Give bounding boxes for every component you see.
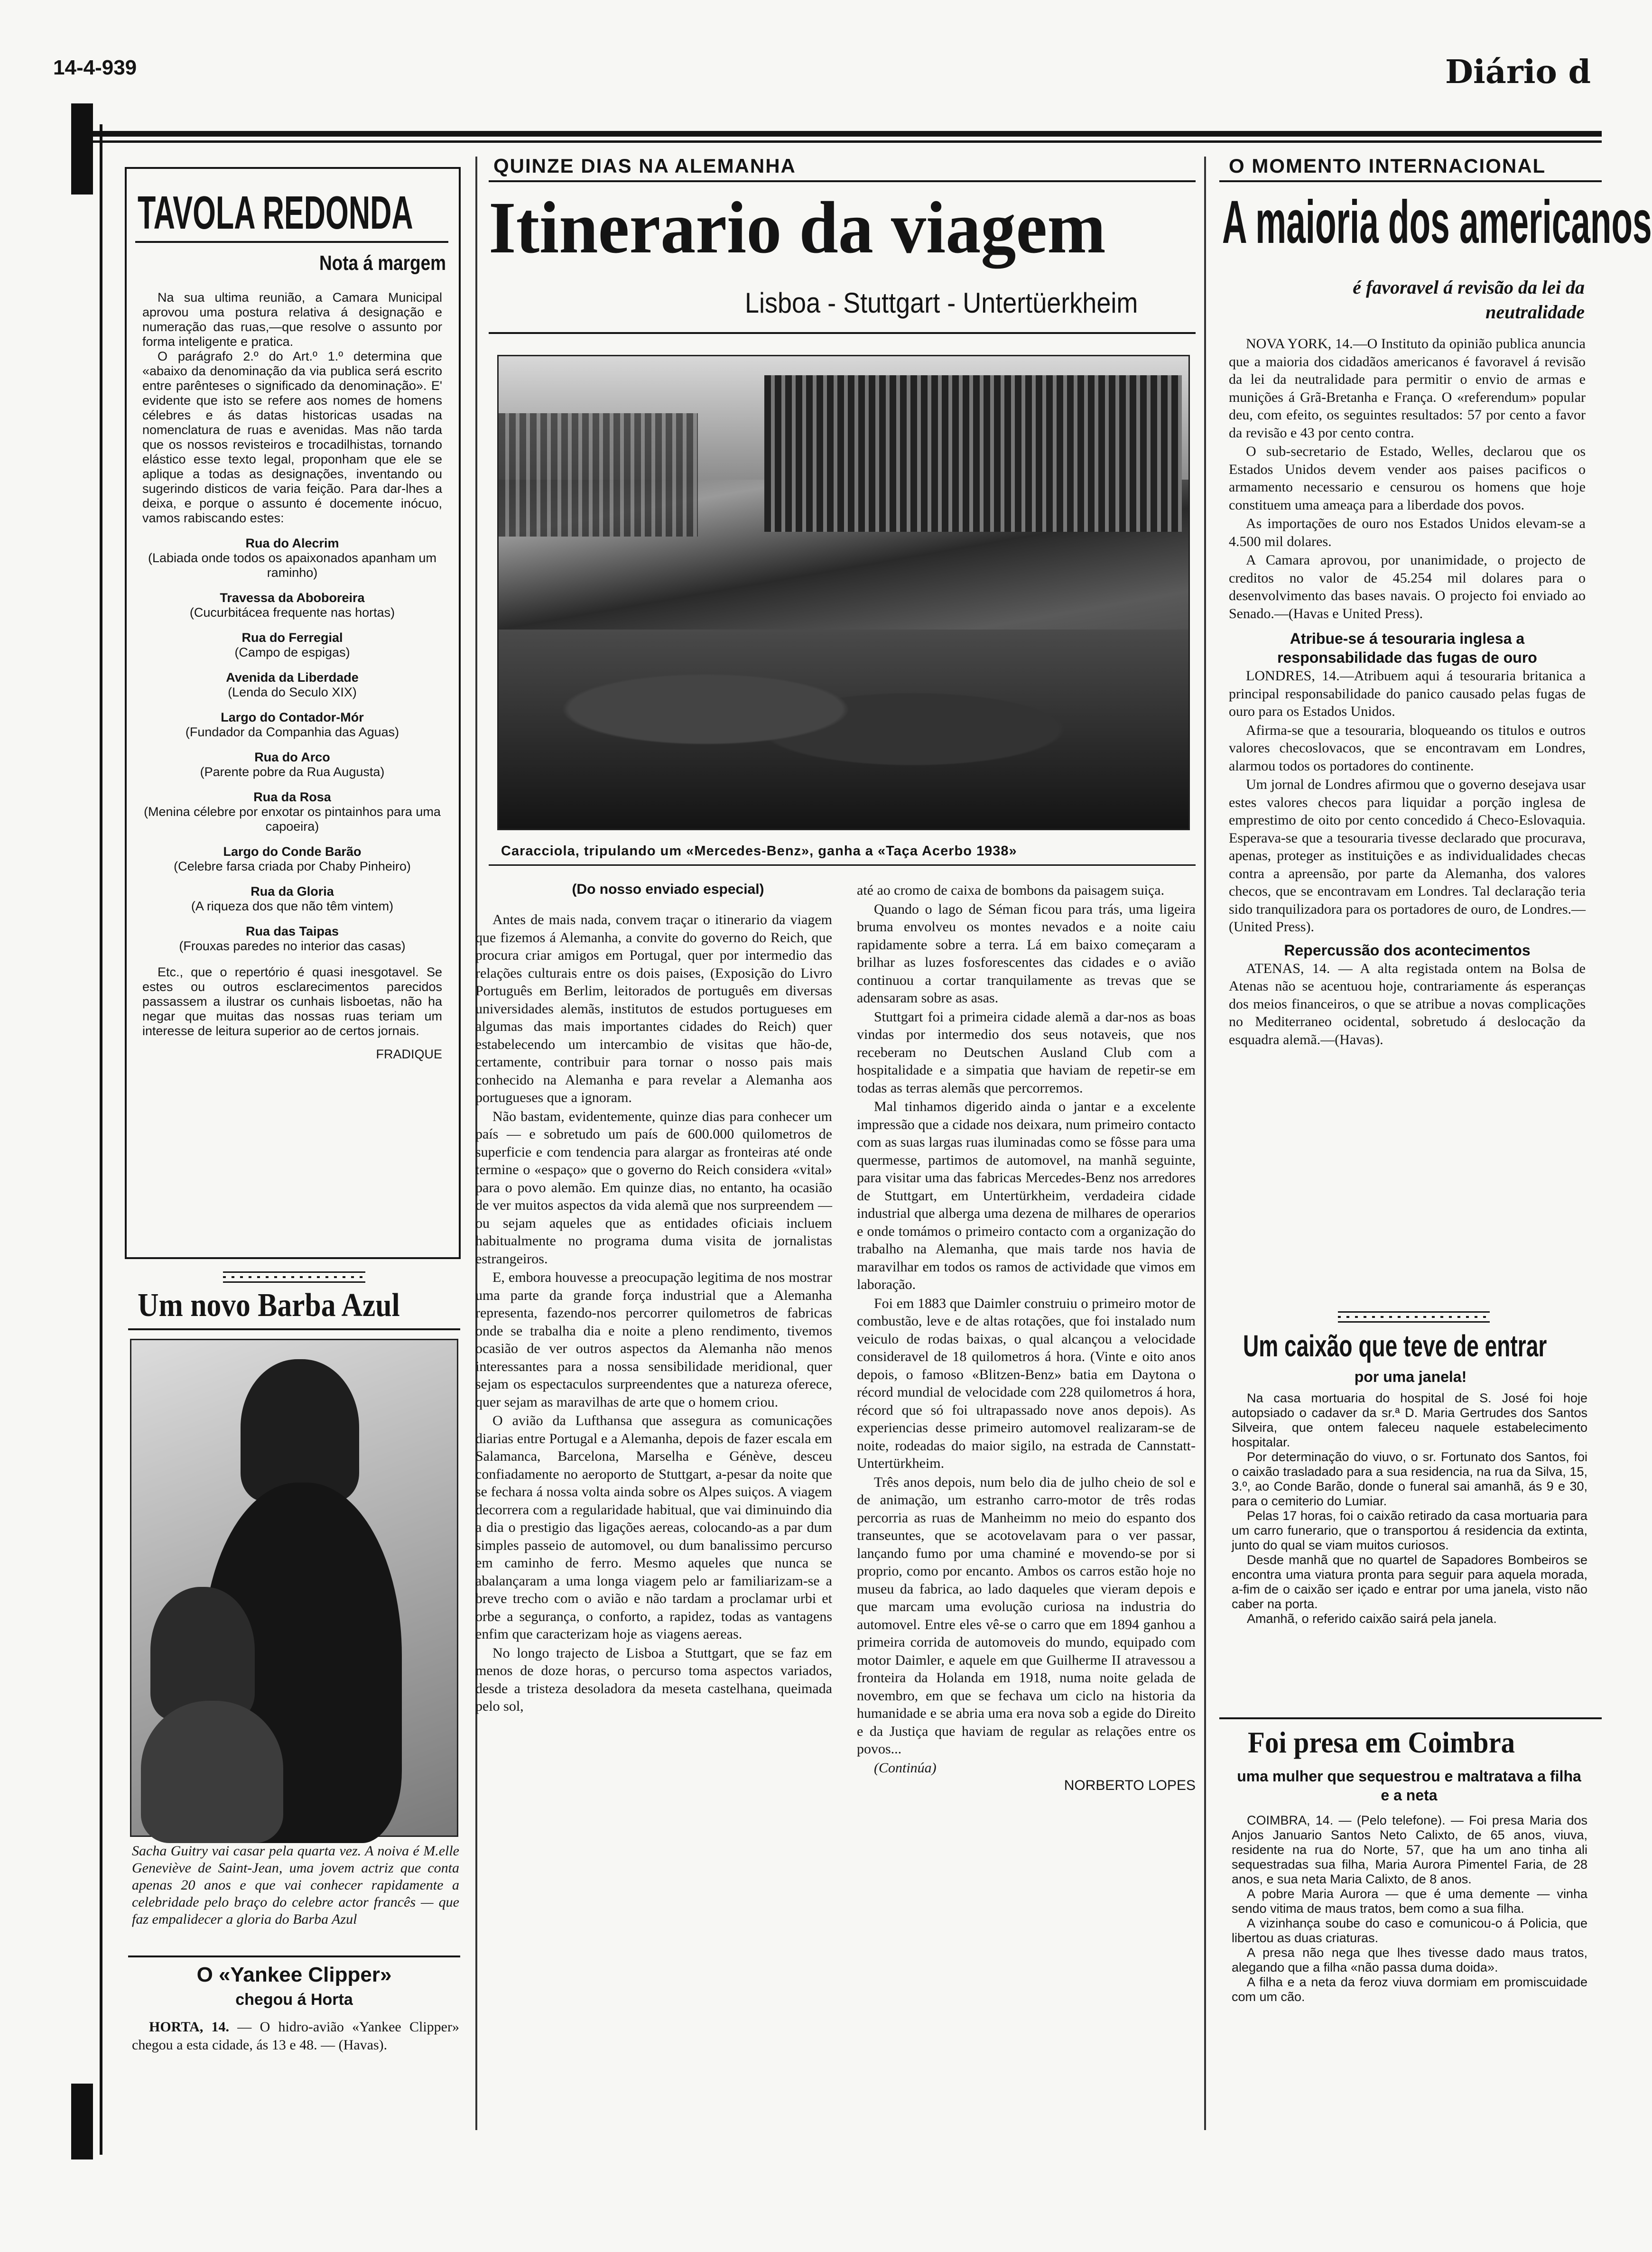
article-paragraph: Três anos depois, num belo dia de julho cheio de sol e de animação, um estranho carro-motor de três rodas percorria as ruas de Manheimm no meio do espanto dos transeuntes, que se acotovelavam para o ver passar, lançando fumo por uma chaminé e movendo-se por si proprio, como por encanto. Ambos os carros estão hoje no museu da fabrica, ao lado daqueles que vieram depois e que marcam uma evolução curiosa na industria do automovel. Entre eles vê-se o carro que em 1894 ganhou a primeira corrida de automoveis do mundo, equipado com motor Daimler, e aquele em que Guilherme II atravessou a fronteira da Holanda em 1918, numa noite gelada de novembro, em que se fechava um ciclo na historia da humanidade e se abria uma era nova sob a egide do Direito e da Justiça que haviam de regular as relações entre os povos... (857, 1474, 1196, 1757)
column-rule-2 (1204, 157, 1206, 2130)
photo-crowd (499, 630, 1188, 829)
right-headline: A maioria dos americanos (1222, 188, 1652, 256)
photo-grandstand (764, 375, 1182, 532)
presa-body (1232, 1813, 1587, 2004)
tavola-title: TAVOLA REDONDA (138, 186, 413, 239)
center-deck-rule (489, 332, 1196, 334)
presa-paragraph: A presa não nega que lhes tivesse dado maus tratos, alegando que a filha «não passa duma doida». (1232, 1946, 1587, 1974)
news-paragraph: Um jornal de Londres afirmou que o governo desejava usar estes valores checos para liquidar a porção inglesa de emprestimo de oito por cento concedido á Checo-Eslovaquia. Esperava-se que a tesouraria tivesse declarado que procurava, apenas, proteger as instituições e as individualidades checas contra a apreensão, por parte da Alemanha, dos valores checos, que se encontravam em Londres. Tal declaração teria sido tranquilizadora para os portadores de ouro, de Londres.—(United Press). (1229, 777, 1586, 935)
yankee-body (132, 2018, 459, 2054)
caixao-body (1232, 1391, 1587, 1626)
street-item (142, 790, 442, 834)
caption-rule (489, 864, 1196, 866)
news-paragraph: O sub-secretario de Estado, Welles, declarou que os Estados Unidos devem vender aos paises pacificos o armamento necessario e censurou os homens que hoje constituem uma ameaça para a liberdade dos povos. (1229, 444, 1586, 513)
ornament-divider-right (1338, 1311, 1490, 1323)
margin-line (100, 124, 102, 2155)
center-kicker: QUINZE DIAS NA ALEMANHA (493, 155, 796, 177)
center-byline-note: (Do nosso enviado especial) (572, 881, 764, 897)
street-desc: (Lenda do Seculo XIX) (228, 685, 357, 699)
presa-rule-top (1219, 1717, 1602, 1719)
guitry-caption: Sacha Guitry vai casar pela quarta vez. A noiva é M.elle Geneviève de Saint-Jean, uma jovem actriz que conta apenas 20 anos e que vai conhecer rapidamente a celebridade pelo braço do celebre actor francês — que faz empalidecer a gloria do Barba Azul (132, 1843, 459, 1927)
street-name: Avenida da Liberdade (226, 670, 359, 685)
presa-subtitle: uma mulher que sequestrou e maltratava a filha e a neta (1237, 1768, 1581, 1804)
caixao-subtitle: por uma janela! (1354, 1368, 1467, 1385)
barba-azul-rule (128, 1328, 460, 1330)
right-article (1229, 335, 1586, 1049)
presa-paragraph: COIMBRA, 14. — (Pelo telefone). — Foi presa Maria dos Anjos Januario Santos Neto Calixto, de 65 anos, viuva, residente na rua do Norte, 57, que ha um ano tinha ali sequestradas sua filha, Maria Aurora Pimentel Faria, de 28 anos, e sua neta Maria Calixto, de 8 anos. (1232, 1813, 1587, 1886)
caixao-paragraph: Por determinação do viuvo, o sr. Fortunato dos Santos, foi o caixão trasladado para a sua residencia, na rua da Silva, 15, 3.º, ao Conde Barão, donde o funeral sai amanhã, ás 9 e 30, para o cemiterio do Lumiar. (1232, 1450, 1587, 1508)
street-desc: (Labiada onde todos os apaixonados apanham um raminho) (148, 551, 436, 580)
tavola-subtitle: Nota á margem (319, 251, 446, 275)
street-item (142, 591, 442, 620)
street-name: Rua da Rosa (253, 790, 331, 804)
street-name: Rua do Arco (254, 750, 330, 764)
right-deck: é favoravel á revisão da lei da neutralidade (1353, 277, 1585, 323)
guitry-photo (130, 1339, 458, 1837)
yankee-rule-top (128, 1955, 460, 1957)
news-paragraph: Afirma-se que a tesouraria, bloqueando os titulos e outros valores checoslovacos, que se encontravam em Londres, alarmou todos os portadores do continente. (1229, 722, 1586, 774)
presa-paragraph: A filha e a neta da feroz viuva dormiam em promiscuidade com um cão. (1232, 1975, 1587, 2004)
street-item (142, 884, 442, 914)
news-paragraph: NOVA YORK, 14.—O Instituto da opinião publica anuncia que a maioria dos cidadãos americanos é favoravel á revisão da lei da neutralidade para permitir o envio de armas e munições á Grã-Bretanha e França. O «referendum» popular deu, com efeito, os seguintes resultados: 57 por cento a favor da revisão e 43 por cento contra. (1229, 336, 1586, 441)
margin-bar-bottom (71, 2084, 93, 2159)
yankee-subtitle: chegou á Horta (235, 1991, 353, 2009)
caixao-paragraph: Pelas 17 horas, foi o caixão retirado da casa mortuaria para um carro funerario, que o transportou á residencia da extinta, junto do qual se viam muitos curiosos. (1232, 1509, 1587, 1552)
tavola-paragraph: Na sua ultima reunião, a Camara Municipal aprovou uma postura relativa á designação e numeração das ruas,—que resolve o assunto por forma inteligente e pratica. (142, 290, 442, 349)
yankee-title: O «Yankee Clipper» (196, 1963, 392, 1986)
article-paragraph: No longo trajecto de Lisboa a Stuttgart, que se faz em menos de doze horas, o percurso toma aspectos variados, desde a tristeza desoladora da meseta castelhana, queimada pelo sol, (475, 1645, 832, 1714)
photo-figure-woman-body (141, 1701, 283, 1843)
street-name: Largo do Contador-Mór (221, 710, 364, 724)
street-item (142, 630, 442, 660)
article-paragraph: Não bastam, evidentemente, quinze dias para conhecer um país — e sobretudo um país de 600.000 quilometros de superficie e com tendencia para alargar as fronteiras até onde termine o «espaço» que o governo do Reich considera «vital» para o povo alemão. Em quinze dias, no entanto, ha ocasião de ver muitos aspectos da vida alemã que nos surpreendem — ou sejam aqueles que as entidades oficiais incluem habitualmente no programa duma visita de jornalistas estrangeiros. (475, 1108, 832, 1267)
article-paragraph: Antes de mais nada, convem traçar o itinerario da viagem que fizemos á Alemanha, a convite do governo do Reich, que procura criar amigos em Portugal, quer por intermedio das relações culturais entre os dois paises, (Exposição do Livro Português em Berlim, leitorados de português em diversas universidades alemãs, institutos de estudos portugueses em algumas das mais importantes cidades do Reich) quer estabelecendo um intercambio de visitas que hão-de, certamente, contribuir para tornar o nosso pais mais conhecido na Alemanha e para revelar a Alemanha aos portugueses que a ignoram. (475, 912, 832, 1105)
news-paragraph: As importações de ouro nos Estados Unidos elevam-se a 4.500 mil dolares. (1229, 516, 1586, 549)
caixao-paragraph: Desde manhã que no quartel de Sapadores Bombeiros se encontra uma viatura pronta para seguir para aquela morada, a-fim de o caixão ser içado e entrar por uma janela, visto não caber na porta. (1232, 1553, 1587, 1611)
street-name: Rua das Taipas (245, 924, 339, 938)
street-name: Rua do Ferregial (241, 630, 343, 645)
street-item (142, 710, 442, 740)
tavola-paragraph: O parágrafo 2.º do Art.º 1.º determina que «abaixo da denominação da via publica será escrito entre parênteses o significado da denominação». E' evidente que isto se refere aos nomes de homens célebres e ás datas historicas usadas na nomenclatura de ruas e avenidas. Mas não tarda que os nossos revisteiros e trocadilhistas, tornando elástico esse texto legal, proponham que ele se aplique a todas as designações, inventando ou sugerindo disticos de varia feição. Para dar-lhes a deixa, e porque o assunto é docemente inócuo, vamos rabiscando estes: (142, 349, 442, 525)
street-name: Rua da Gloria (251, 884, 334, 899)
street-item (142, 924, 442, 954)
street-desc: (Fundador da Companhia das Aguas) (185, 725, 399, 739)
article-paragraph: O avião da Lufthansa que assegura as comunicações diarias entre Portugal e a Alemanha, depois de fazer escala em Salamanca, Barcelona, Marselha e Génève, desceu confiadamente no aeroporto de Stuttgart, a-pesar da noite que se fechara á nossa volta ainda sobre os Alpes suiços. A viagem decorrera com a regularidade habitual, que vai diminuindo dia a dia o prestigio das ligações aereas, colocando-as a par dum simples passeio de automovel, ou dum banalissimo percurso em caminho de ferro. Mesmo aqueles que nunca se abalançaram a uma longa viagem pelo ar familiarizam-se a breve trecho com o avião e não tardam a proclamar urbi et orbe a segurança, o conforto, a rapidez, todas as vantagens enfim que caracterizam hoje as viagens aereas. (475, 1413, 832, 1642)
street-desc: (Frouxas paredes no interior das casas) (179, 939, 406, 953)
ornament-divider (223, 1271, 365, 1283)
article-paragraph: E, embora houvesse a preocupação legitima de nos mostrar uma parte da grande força industrial que a Alemanha representa, fazendo-nos percorrer quilometros de fabricas onde se trabalha dia e noite a pleno rendimento, tivemos ocasião de ver outros aspectos da Alemanha não menos interessantes para a nossa sensibilidade meridional, quer sejam os espectaculos surpreendentes que a natureza oferece, quer sejam as maravilhas de arte que o homem criou. (475, 1270, 832, 1410)
street-desc: (Campo de espigas) (234, 645, 350, 659)
street-name: Travessa da Aboboreira (220, 591, 365, 605)
article-paragraph: Mal tinhamos digerido ainda o jantar e a excelente impressão que a cidade nos deixara, num primeiro contacto com as suas largas ruas iluminadas como se fôsse para uma quermesse, partimos de automovel, na manhã seguinte, para visitar uma das fabricas Mercedes-Benz nos arredores de Stuttgart, em Untertürkheim, verdadeira cidade industrial que alberga uma dezena de milhares de operarios e onde tomámos o primeiro contacto com a organização do trabalho na Alemanha, que mais tarde nos havia de maravilhar em todos os ramos de actividade que vimos em laboração. (857, 1099, 1196, 1292)
photo-grandstand-left (499, 413, 698, 537)
article-paragraph: Quando o lago de Séman ficou para trás, uma ligeira bruma envolveu os montes nevados e a noite caiu rapidamente sobre a terra. Lá em baixo começaram a brilhar as luzes fosforescentes das cidades e o avião continuou a cortar tranquilamente as trevas que se adensaram sobre as asas. (857, 901, 1196, 1006)
yankee-dateline: HORTA, 14. (149, 2019, 230, 2035)
athens-headline: Repercussão dos acontecimentos (1284, 941, 1531, 959)
tavola-body (142, 290, 442, 1062)
street-desc: (Menina célebre por enxotar os pintainhos para uma capoeira) (144, 805, 441, 834)
center-deck: Lisboa - Stuttgart - Untertüerkheim (745, 287, 1138, 319)
london-headline: Atribue-se á tesouraria inglesa a responsabilidade das fugas de ouro (1277, 630, 1537, 666)
article-paragraph: Stuttgart foi a primeira cidade alemã a dar-nos as boas vindas por intermedio dos seus notaveis, que nos receberam no Deutschen Ausland Club com a hospitalidade e a simpatia que haviam de repetir-se em todas as terras alemãs que percorremos. (857, 1009, 1196, 1096)
tavola-paragraph: Etc., que o repertório é quasi inesgotavel. Se estes ou outros esclarecimentos parecidos passassem a ilustrar os cunhais lisboetas, não ha negar que muitas das nossas ruas teriam um interesse de leitura superior ao de certos jornais. (142, 965, 442, 1038)
street-desc: (Celebre farsa criada por Chaby Pinheiro) (174, 859, 411, 873)
article-paragraph: até ao cromo de caixa de bombons da paisagem suiça. (857, 882, 1165, 898)
street-name: Rua do Alecrim (245, 536, 339, 550)
center-article-col2 (857, 881, 1196, 1795)
photo-figure-man-head (241, 1359, 359, 1501)
article-paragraph: Foi em 1883 que Daimler construiu o primeiro motor de combustão, leve e de altas rotações, que foi instalado num veiculo de rodas baixas, o qual alcançou a velocidade consideravel de 18 quilometros á hora. (Vinte e oito anos depois, o famoso «Blitzen-Benz» batia em Daytona o récord mundial de velocidade com 228 quilometros á hora, récord que só foi ultrapassado nove anos depois). As experiencias desse primeiro automovel realizaram-se de noite, rodeadas do maior sigilo, na estrada de Cannstatt-Untertürkheim. (857, 1295, 1196, 1471)
street-name: Largo do Conde Barão (223, 844, 362, 859)
street-item (142, 536, 442, 580)
tavola-rule (135, 241, 448, 243)
yankee-text: — O hidro-avião «Yankee Clipper» chegou a esta cidade, ás 13 e 48. — (Havas). (132, 2019, 459, 2053)
presa-paragraph: A pobre Maria Aurora — que é uma demente — vinha sendo vitima de maus tratos, bem como a sua filha. (1232, 1887, 1587, 1916)
header-rule-thin (85, 140, 1602, 143)
right-kicker: O MOMENTO INTERNACIONAL (1229, 155, 1546, 177)
page-date: 14-4-939 (53, 56, 137, 79)
tavola-author: FRADIQUE (376, 1047, 442, 1061)
barba-azul-title: Um novo Barba Azul (138, 1287, 400, 1324)
news-paragraph: LONDRES, 14.—Atribuem aqui á tesouraria britanica a principal responsabilidade do panico causado pelas fugas de ouro para os Estados Unidos. (1229, 668, 1586, 719)
street-item (142, 750, 442, 779)
street-desc: (A riqueza dos que não têm vintem) (191, 899, 394, 913)
center-kicker-rule (489, 180, 1196, 182)
caixao-paragraph: Na casa mortuaria do hospital de S. José foi hoje autopsiado o cadaver da sr.ª D. Maria Gertrudes dos Santos Silveira, que ontem faleceu naquele estabelecimento hospitalar. (1232, 1391, 1587, 1449)
news-paragraph: A Camara aprovou, por unanimidade, o projecto de creditos no valor de 45.254 mil dolares para o desenvolvimento das bases navais. O projecto foi enviado ao Senado.—(Havas e United Press). (1229, 552, 1586, 621)
article-continua: (Continúa) (874, 1760, 937, 1776)
race-photo-caption: Caracciola, tripulando um «Mercedes-Benz», ganha a «Taça Acerbo 1938» (501, 843, 1017, 859)
presa-paragraph: A vizinhança soube do caso e comunicou-o á Policia, que libertou as duas criaturas. (1232, 1916, 1587, 1945)
center-article-col1 (475, 911, 832, 1716)
presa-title: Foi presa em Coimbra (1248, 1725, 1515, 1759)
right-kicker-rule (1219, 180, 1602, 182)
street-item (142, 844, 442, 874)
article-author: NORBERTO LOPES (1064, 1778, 1196, 1793)
street-item (142, 670, 442, 700)
masthead: Diário d (1445, 53, 1591, 91)
margin-bar-top (71, 103, 93, 195)
caixao-title: Um caixão que teve de entrar (1243, 1329, 1547, 1363)
street-desc: (Parente pobre da Rua Augusta) (200, 765, 385, 779)
news-paragraph: ATENAS, 14. — A alta registada ontem na Bolsa de Atenas não se acentuou hoje, contrariamente ás esperanças dos meios financeiros, o que se atribue a novas complicações no Mediterraneo ocidental, sobretudo á deslocação da esquadra alemã.—(Havas). (1229, 960, 1586, 1047)
street-desc: (Cucurbitácea frequente nas hortas) (189, 605, 395, 620)
header-rule (85, 131, 1602, 137)
caixao-paragraph: Amanhã, o referido caixão sairá pela janela. (1247, 1612, 1497, 1626)
center-headline: Itinerario da viagem (489, 186, 1106, 269)
race-photo (497, 355, 1190, 830)
photo-figure-woman-head (150, 1587, 255, 1720)
